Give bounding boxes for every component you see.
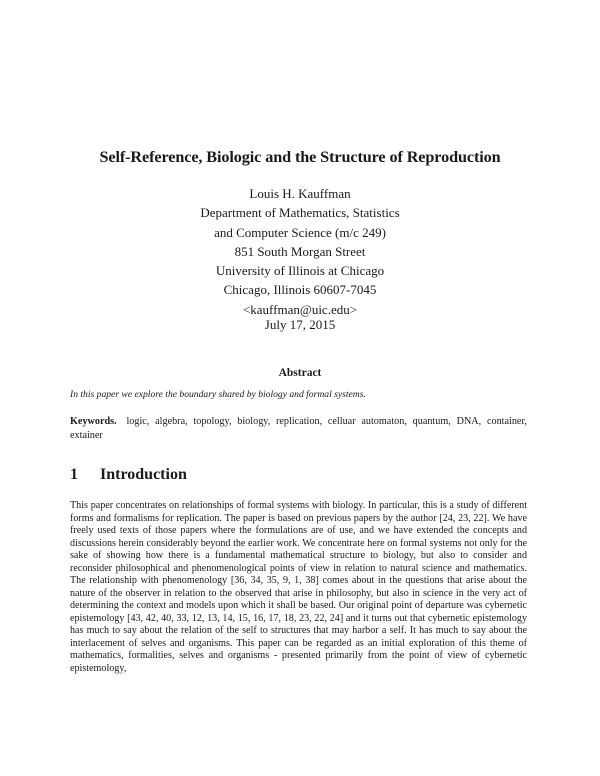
author-university: University of Illinois at Chicago: [215, 263, 385, 279]
keywords-text: logic, algebra, topology, biology, replication, celluar automaton, quantum, DNA, container, extainer: [70, 416, 527, 442]
paper-date: July 17, 2015: [264, 317, 336, 332]
keywords: [70, 415, 527, 444]
section-paragraph: This paper concentrates on relationships of formal systems with biology. In particular, this is a study of different forms and formalisms for replication. The paper is based on previous papers by the author [24, 23, 22]. We have freely used texts of those papers where the formulations are of use, and we have extended the concepts and discussions herein considerably beyond the earlier work. We concentrate here on formal systems not only for the sake of showing how there is a fundamental mathematical structure to biology, but also to consider and reconsider philosophical and phenomenological points of view in relation to natural science and mathematics. The relationship with phenomenology [36, 34, 35, 9, 1, 38] comes about in the questions that arise about the nature of the observer in relation to the observed that arise in philosophy, but also in science in the very act of determining the context and models upon which it shall be based. Our original point of departure was cybernetic epistemology [43, 42, 40, 33, 12, 13, 14, 15, 16, 17, 18, 23, 22, 24] and it turns out that cybernetic epistemology has much to say about the relation of the self to structures that may harbor a self. It has much to say about the interlacement of selves and organisms. This paper can be regarded as an initial exploration of this theme of mathematics, formalities, selves and organisms - presented primarily from the point of view of cybernetic epistemology,: [70, 500, 527, 674]
author-city: Chicago, Illinois 60607-7045: [223, 282, 377, 298]
author-name: Louis H. Kauffman: [249, 186, 351, 201]
section-title: Introduction: [100, 466, 187, 483]
abstract-heading: Abstract: [278, 367, 322, 379]
author-department-line1: Department of Mathematics, Statistics: [200, 205, 400, 221]
author-department-line2: and Computer Science (m/c 249): [214, 224, 386, 240]
author-block: [0, 184, 600, 319]
keywords-label: Keywords.: [70, 416, 117, 427]
paper-title: Self-Reference, Biologic and the Structure of Reproduction: [99, 148, 501, 166]
section-number: 1: [70, 466, 78, 483]
author-street: 851 South Morgan Street: [234, 243, 366, 259]
author-email: <kauffman@uic.edu>: [242, 301, 358, 317]
abstract-text: In this paper we explore the boundary shared by biology and formal systems.: [70, 389, 366, 400]
section-heading: [70, 466, 187, 484]
